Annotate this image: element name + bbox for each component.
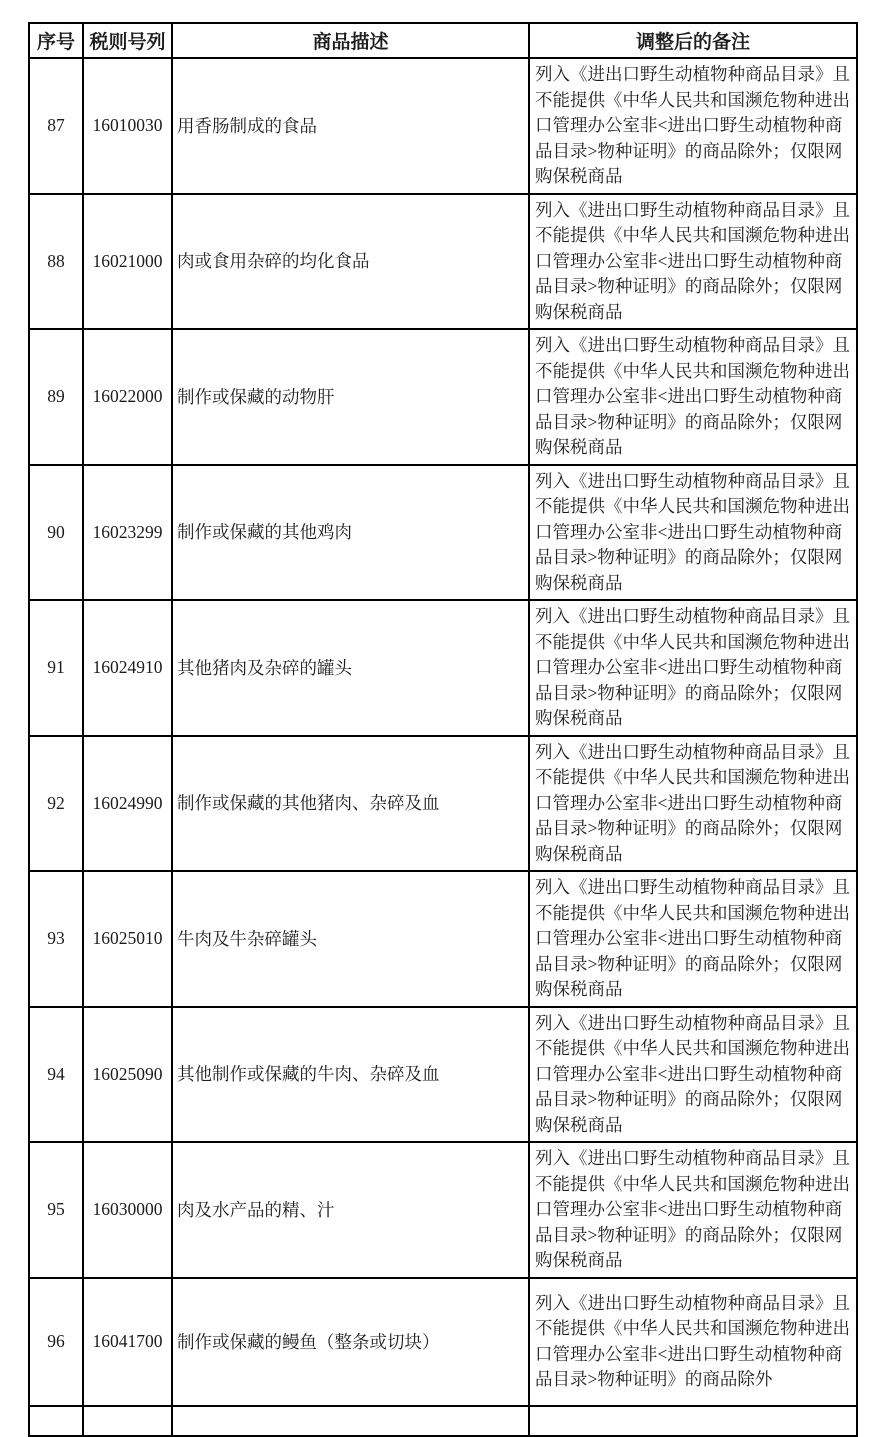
table-header-row (29, 23, 857, 58)
cell-code: 16024910 (83, 600, 172, 736)
cell-remark: 列入《进出口野生动植物种商品目录》且不能提供《中华人民共和国濒危物种进出口管理办公室非<进出口野生动植物种商品目录>物种证明》的商品除外；仅限网购保税商品 (529, 194, 857, 330)
table-row (29, 1142, 857, 1278)
cell-code: 16010030 (83, 58, 172, 194)
cell-remark: 列入《进出口野生动植物种商品目录》且不能提供《中华人民共和国濒危物种进出口管理办公室非<进出口野生动植物种商品目录>物种证明》的商品除外；仅限网购保税商品 (529, 1142, 857, 1278)
cell-code: 16022000 (83, 329, 172, 465)
column-header-code: 税则号列 (83, 23, 172, 58)
column-header-remark: 调整后的备注 (529, 23, 857, 58)
cell-code: 16025090 (83, 1007, 172, 1143)
table-row (29, 1007, 857, 1143)
cell-description: 其他猪肉及杂碎的罐头 (172, 600, 529, 736)
cell-code: 16024990 (83, 736, 172, 872)
cell-remark: 列入《进出口野生动植物种商品目录》且不能提供《中华人民共和国濒危物种进出口管理办公室非<进出口野生动植物种商品目录>物种证明》的商品除外；仅限网购保税商品 (529, 329, 857, 465)
cell-no: 87 (29, 58, 83, 194)
table-row (29, 600, 857, 736)
cell-code (83, 1406, 172, 1436)
cell-description: 制作或保藏的动物肝 (172, 329, 529, 465)
table-row (29, 465, 857, 601)
table-row (29, 329, 857, 465)
cell-code: 16025010 (83, 871, 172, 1007)
table-row (29, 58, 857, 194)
cell-description: 肉或食用杂碎的均化食品 (172, 194, 529, 330)
column-header-description: 商品描述 (172, 23, 529, 58)
cell-description: 制作或保藏的其他猪肉、杂碎及血 (172, 736, 529, 872)
cell-no: 88 (29, 194, 83, 330)
cell-code: 16030000 (83, 1142, 172, 1278)
cell-remark: 列入《进出口野生动植物种商品目录》且不能提供《中华人民共和国濒危物种进出口管理办公室非<进出口野生动植物种商品目录>物种证明》的商品除外；仅限网购保税商品 (529, 465, 857, 601)
cell-description: 制作或保藏的其他鸡肉 (172, 465, 529, 601)
table-row (29, 1278, 857, 1406)
cell-description (172, 1406, 529, 1436)
cell-remark: 列入《进出口野生动植物种商品目录》且不能提供《中华人民共和国濒危物种进出口管理办公室非<进出口野生动植物种商品目录>物种证明》的商品除外；仅限网购保税商品 (529, 1007, 857, 1143)
cell-no: 96 (29, 1278, 83, 1406)
cell-description: 其他制作或保藏的牛肉、杂碎及血 (172, 1007, 529, 1143)
cell-no (29, 1406, 83, 1436)
cell-description: 牛肉及牛杂碎罐头 (172, 871, 529, 1007)
cell-remark: 列入《进出口野生动植物种商品目录》且不能提供《中华人民共和国濒危物种进出口管理办公室非<进出口野生动植物种商品目录>物种证明》的商品除外 (529, 1278, 857, 1406)
cell-code: 16023299 (83, 465, 172, 601)
cell-description: 肉及水产品的精、汁 (172, 1142, 529, 1278)
cell-no: 93 (29, 871, 83, 1007)
table-row (29, 194, 857, 330)
tariff-table (28, 22, 858, 1437)
cell-remark: 列入《进出口野生动植物种商品目录》且不能提供《中华人民共和国濒危物种进出口管理办公室非<进出口野生动植物种商品目录>物种证明》的商品除外；仅限网购保税商品 (529, 871, 857, 1007)
cell-remark: 列入《进出口野生动植物种商品目录》且不能提供《中华人民共和国濒危物种进出口管理办公室非<进出口野生动植物种商品目录>物种证明》的商品除外；仅限网购保税商品 (529, 736, 857, 872)
table-row (29, 736, 857, 872)
table-row (29, 871, 857, 1007)
cell-description: 制作或保藏的鳗鱼（整条或切块） (172, 1278, 529, 1406)
cell-no: 95 (29, 1142, 83, 1278)
cell-remark: 列入《进出口野生动植物种商品目录》且不能提供《中华人民共和国濒危物种进出口管理办公室非<进出口野生动植物种商品目录>物种证明》的商品除外；仅限网购保税商品 (529, 58, 857, 194)
cell-code: 16021000 (83, 194, 172, 330)
table-row-cutoff (29, 1406, 857, 1436)
cell-description: 用香肠制成的食品 (172, 58, 529, 194)
column-header-no: 序号 (29, 23, 83, 58)
cell-no: 89 (29, 329, 83, 465)
cell-remark: 列入《进出口野生动植物种商品目录》且不能提供《中华人民共和国濒危物种进出口管理办公室非<进出口野生动植物种商品目录>物种证明》的商品除外；仅限网购保税商品 (529, 600, 857, 736)
cell-remark (529, 1406, 857, 1436)
cell-no: 91 (29, 600, 83, 736)
cell-no: 92 (29, 736, 83, 872)
cell-no: 90 (29, 465, 83, 601)
cell-no: 94 (29, 1007, 83, 1143)
cell-code: 16041700 (83, 1278, 172, 1406)
